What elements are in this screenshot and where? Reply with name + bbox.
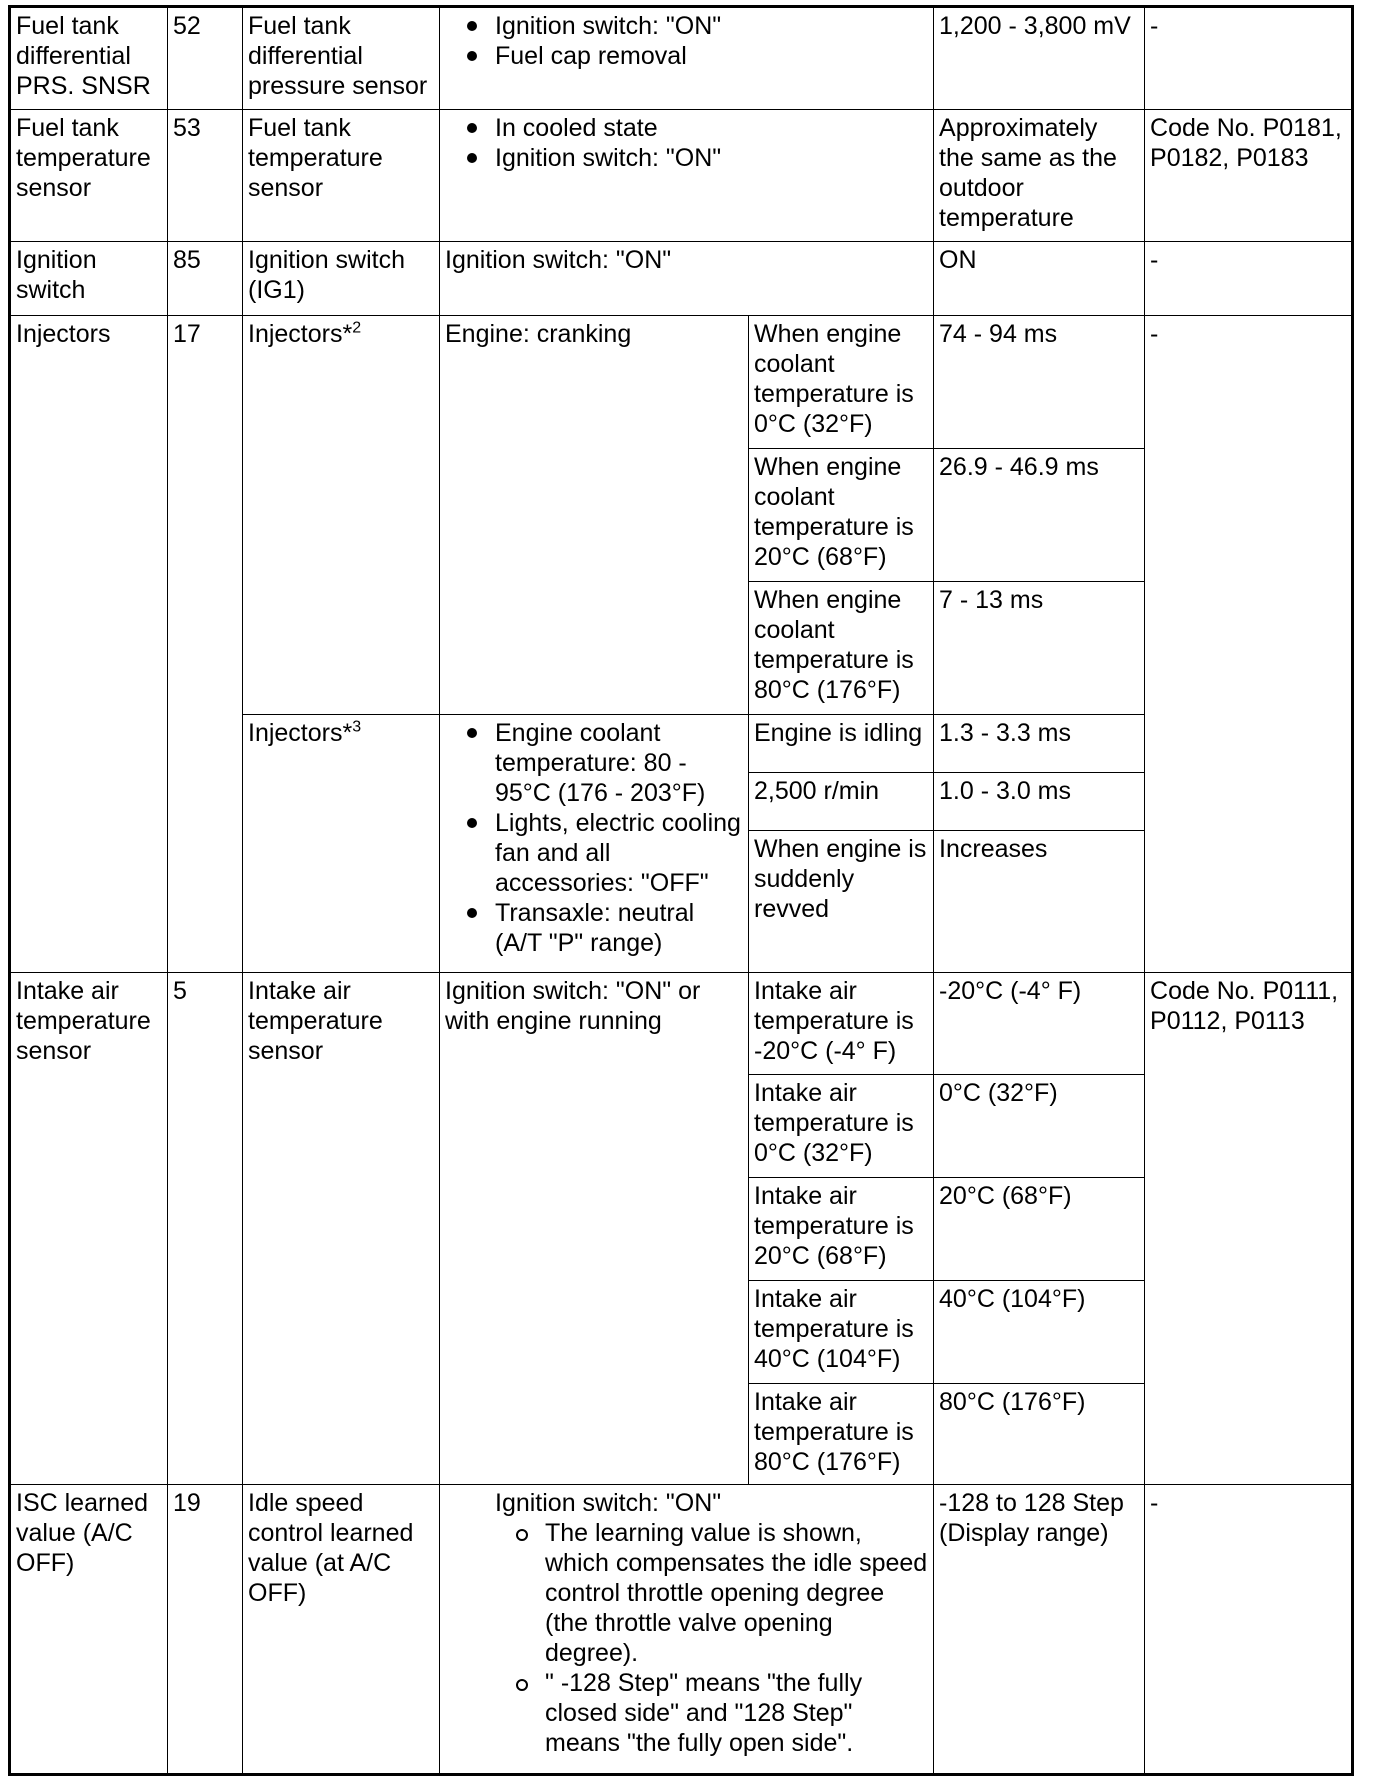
name-cell xyxy=(243,715,440,973)
subcondition-cell: When engine coolant temperature is 20°C (68°F) xyxy=(749,449,934,582)
bullet-item: Transaxle: neutral (A/T "P" range) xyxy=(445,898,743,958)
value-cell: 80°C (176°F) xyxy=(934,1384,1145,1485)
condition-cell xyxy=(440,1485,934,1775)
footnote-mark: 2 xyxy=(352,319,362,337)
condition-cell: Ignition switch: "ON" xyxy=(440,242,934,316)
value-cell: 20°C (68°F) xyxy=(934,1178,1145,1281)
item-cell: ISC learned value (A/C OFF) xyxy=(10,1485,168,1775)
subcondition-cell: Intake air temperature is 0°C (32°F) xyxy=(749,1075,934,1178)
subcondition-cell: When engine coolant temperature is 80°C (176°F) xyxy=(749,582,934,715)
subcondition-cell: Intake air temperature is 80°C (176°F) xyxy=(749,1384,934,1485)
row-isc-learned xyxy=(10,1485,1353,1775)
condition-cell xyxy=(440,7,934,110)
value-cell: 40°C (104°F) xyxy=(934,1281,1145,1384)
row-fuel-tank-temp xyxy=(10,110,1353,242)
name-cell: Ignition switch (IG1) xyxy=(243,242,440,316)
value-cell: -128 to 128 Step (Display range) xyxy=(934,1485,1145,1775)
bullet-item: Engine coolant temperature: 80 - 95°C (176 - 203°F) xyxy=(445,718,743,808)
no-cell: 5 xyxy=(168,973,243,1485)
name-text: Injectors* xyxy=(248,320,353,348)
subcondition-cell: When engine coolant temperature is 0°C (32°F) xyxy=(749,316,934,449)
item-cell: Intake air temperature sensor xyxy=(10,973,168,1485)
subcondition-cell: Intake air temperature is -20°C (-4° F) xyxy=(749,973,934,1075)
subcondition-cell: When engine is suddenly revved xyxy=(749,831,934,973)
ref-cell: - xyxy=(1145,1485,1353,1775)
no-cell: 85 xyxy=(168,242,243,316)
item-cell: Fuel tank differential PRS. SNSR xyxy=(10,7,168,110)
bullet-item: Fuel cap removal xyxy=(445,41,928,71)
bullet-item: Ignition switch: "ON" xyxy=(445,11,928,41)
row-fuel-tank-diff xyxy=(10,7,1353,110)
subcondition-cell: Engine is idling xyxy=(749,715,934,773)
subcondition-cell: 2,500 r/min xyxy=(749,773,934,831)
no-cell: 19 xyxy=(168,1485,243,1775)
condition-cell: Ignition switch: "ON" or with engine running xyxy=(440,973,749,1485)
data-list-table xyxy=(8,5,1354,1776)
ref-cell: - xyxy=(1145,7,1353,110)
bullet-item: In cooled state xyxy=(445,113,928,143)
no-cell: 53 xyxy=(168,110,243,242)
condition-cell: Engine: cranking xyxy=(440,316,749,715)
name-cell: Fuel tank differential pressure sensor xyxy=(243,7,440,110)
condition-heading: Ignition switch: "ON" xyxy=(495,1489,722,1517)
value-cell: 7 - 13 ms xyxy=(934,582,1145,715)
row-injectors xyxy=(10,316,1353,449)
row-ignition-switch xyxy=(10,242,1353,316)
ref-cell: Code No. P0181, P0182, P0183 xyxy=(1145,110,1353,242)
bullet-item: Ignition switch: "ON" xyxy=(445,143,928,173)
ref-cell: Code No. P0111, P0112, P0113 xyxy=(1145,973,1353,1485)
name-cell xyxy=(243,316,440,715)
footnote-mark: 3 xyxy=(352,718,362,736)
value-cell: 1.0 - 3.0 ms xyxy=(934,773,1145,831)
condition-cell xyxy=(440,715,749,973)
value-cell: Increases xyxy=(934,831,1145,973)
value-cell: 74 - 94 ms xyxy=(934,316,1145,449)
row-intake-air xyxy=(10,973,1353,1075)
ref-cell: - xyxy=(1145,242,1353,316)
subcondition-cell: Intake air temperature is 40°C (104°F) xyxy=(749,1281,934,1384)
value-cell: ON xyxy=(934,242,1145,316)
item-cell: Fuel tank temperature sensor xyxy=(10,110,168,242)
no-cell: 52 xyxy=(168,7,243,110)
no-cell: 17 xyxy=(168,316,243,973)
name-text: Injectors* xyxy=(248,719,353,747)
item-cell: Ignition switch xyxy=(10,242,168,316)
ref-cell: - xyxy=(1145,316,1353,973)
name-cell: Fuel tank temperature sensor xyxy=(243,110,440,242)
value-cell: 1,200 - 3,800 mV xyxy=(934,7,1145,110)
name-cell: Idle speed control learned value (at A/C OFF) xyxy=(243,1485,440,1775)
note-item: The learning value is shown, which compensates the idle speed control throttle opening degree (the throttle valve opening degree). xyxy=(495,1518,928,1668)
note-item: " -128 Step" means "the fully closed side" and "128 Step" means "the fully open side". xyxy=(495,1668,928,1758)
condition-cell xyxy=(440,110,934,242)
item-cell: Injectors xyxy=(10,316,168,973)
value-cell: Approximately the same as the outdoor temperature xyxy=(934,110,1145,242)
subcondition-cell: Intake air temperature is 20°C (68°F) xyxy=(749,1178,934,1281)
value-cell: 26.9 - 46.9 ms xyxy=(934,449,1145,582)
bullet-item: Lights, electric cooling fan and all accessories: "OFF" xyxy=(445,808,743,898)
value-cell: -20°C (-4° F) xyxy=(934,973,1145,1075)
value-cell: 0°C (32°F) xyxy=(934,1075,1145,1178)
value-cell: 1.3 - 3.3 ms xyxy=(934,715,1145,773)
name-cell: Intake air temperature sensor xyxy=(243,973,440,1485)
